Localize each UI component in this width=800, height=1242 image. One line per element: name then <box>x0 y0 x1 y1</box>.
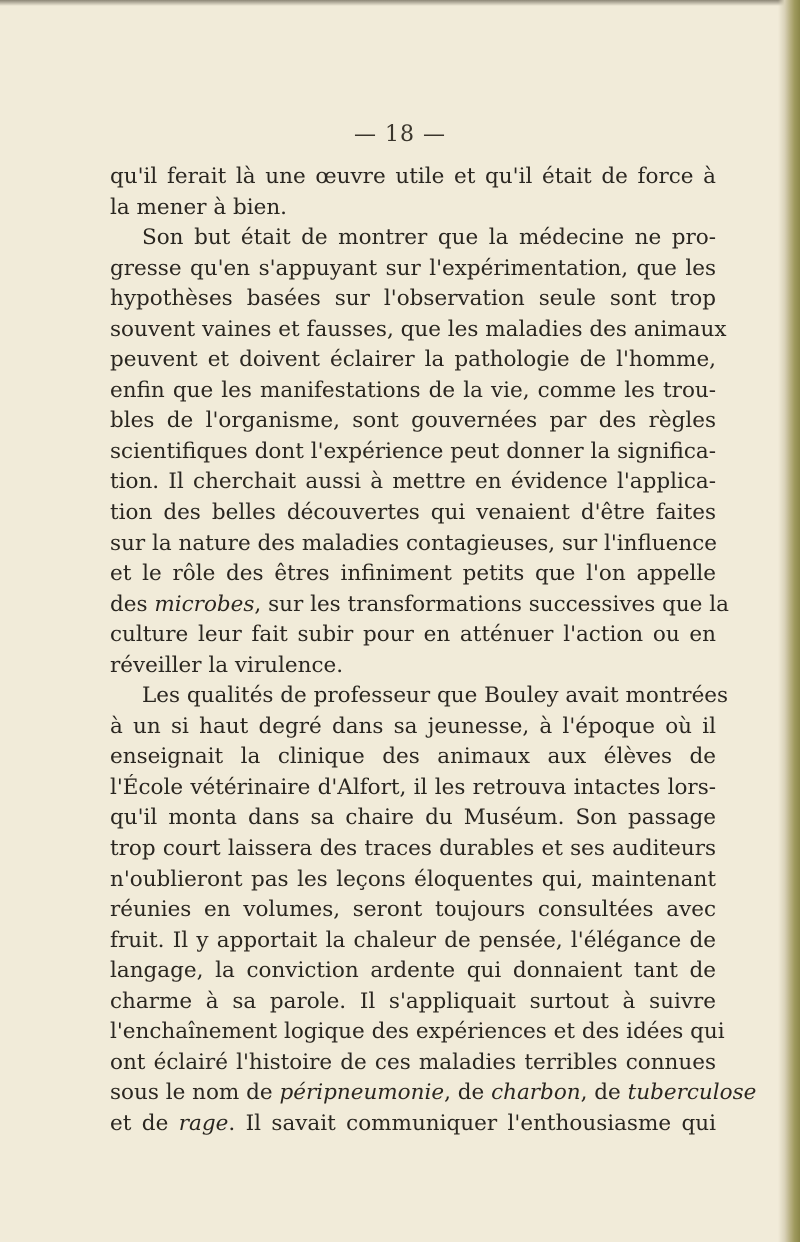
body-text <box>110 162 757 1140</box>
text-segment: à un si haut degré dans sa jeunesse, à l'époque où il <box>110 713 716 739</box>
text-segment: enfin que les manifestations de la vie, comme les trou- <box>110 377 716 403</box>
text-segment: des <box>110 591 155 617</box>
text-line <box>110 681 729 712</box>
text-segment: trop court laissera des traces durables et ses auditeurs <box>110 836 716 862</box>
text-line <box>110 803 716 834</box>
text-line <box>110 773 716 804</box>
text-line <box>110 651 716 682</box>
text-line <box>110 284 716 315</box>
text-segment: et le rôle des êtres infiniment petits que l'on appelle <box>110 561 716 587</box>
text-segment: tion des belles découvertes qui venaient d'être faites <box>110 500 716 526</box>
text-line <box>110 590 729 621</box>
page-right-edge <box>778 0 800 1242</box>
italic-term: tuberculose <box>627 1080 757 1106</box>
text-segment: sous le nom de <box>110 1080 280 1106</box>
text-line <box>110 529 716 560</box>
italic-term: charbon <box>491 1080 581 1106</box>
text-line <box>110 1017 725 1048</box>
text-segment: peuvent et doivent éclairer la pathologie de l'homme, <box>110 347 716 373</box>
text-segment: l'enchaînement logique des expériences et des idées qui <box>110 1019 725 1045</box>
text-segment: qu'il monta dans sa chaire du Muséum. Son passage <box>110 805 716 831</box>
text-line <box>110 895 716 926</box>
text-line <box>110 865 716 896</box>
text-segment: souvent vaines et fausses, que les maladies des animaux <box>110 316 727 342</box>
text-segment: bles de l'organisme, sont gouvernées par des règles <box>110 408 716 434</box>
italic-term: rage <box>178 1110 229 1136</box>
text-line <box>110 1048 716 1079</box>
italic-term: microbes <box>154 591 255 617</box>
text-line <box>110 437 716 468</box>
text-line <box>110 742 716 773</box>
text-segment: enseignait la clinique des animaux aux élèves de <box>110 744 716 770</box>
text-segment: , de <box>580 1080 628 1106</box>
page-top-edge <box>0 0 800 6</box>
text-segment: la mener à bien. <box>110 194 288 220</box>
text-segment: ont éclairé l'histoire de ces maladies terribles connues <box>110 1049 716 1075</box>
text-line <box>110 926 716 957</box>
text-line <box>110 956 716 987</box>
text-line <box>110 620 716 651</box>
text-segment: et de <box>110 1110 179 1136</box>
text-line <box>110 498 716 529</box>
text-segment: charme à sa parole. Il s'appliquait surtout à suivre <box>110 988 716 1014</box>
text-line <box>110 406 716 437</box>
text-line <box>110 467 716 498</box>
text-segment: scientifiques dont l'expérience peut donner la significa- <box>110 438 716 464</box>
text-segment: . Il savait communiquer l'enthousiasme qui <box>228 1110 716 1136</box>
text-line <box>110 345 716 376</box>
text-segment: , de <box>444 1080 492 1106</box>
text-segment: n'oublieront pas les leçons éloquentes qui, maintenant <box>110 866 716 892</box>
text-segment: , sur les transformations successives que la <box>254 591 729 617</box>
text-line <box>110 1109 716 1140</box>
text-segment: gresse qu'en s'appuyant sur l'expérimentation, que les <box>110 255 716 281</box>
italic-term: péripneumonie <box>279 1080 445 1106</box>
text-line <box>110 712 716 743</box>
text-segment: culture leur fait subir pour en atténuer l'action ou en <box>110 622 716 648</box>
text-line <box>110 193 716 224</box>
text-segment: hypothèses basées sur l'observation seule sont trop <box>110 286 716 312</box>
text-segment: qu'il ferait là une œuvre utile et qu'il était de force à <box>110 164 716 189</box>
text-line <box>110 162 716 193</box>
text-line <box>110 376 716 407</box>
text-line <box>110 315 727 346</box>
text-segment: réunies en volumes, seront toujours consultées avec <box>110 897 716 923</box>
text-segment: réveiller la virulence. <box>110 652 344 678</box>
text-line <box>110 223 716 254</box>
text-line <box>110 559 716 590</box>
text-line <box>110 834 716 865</box>
text-segment: sur la nature des maladies contagieuses, sur l'influence <box>110 530 717 556</box>
text-segment: tion. Il cherchait aussi à mettre en évidence l'applica- <box>110 469 716 495</box>
text-line <box>110 254 716 285</box>
text-line <box>110 987 716 1018</box>
text-segment: l'École vétérinaire d'Alfort, il les retrouva intactes lors- <box>110 774 716 800</box>
text-segment: Les qualités de professeur que Bouley avait montrées <box>142 683 729 709</box>
text-segment: fruit. Il y apportait la chaleur de pensée, l'élégance de <box>110 927 716 953</box>
text-segment: langage, la conviction ardente qui donnaient tant de <box>110 958 716 984</box>
page-number: — 18 — <box>354 122 446 147</box>
text-line <box>110 1078 757 1109</box>
text-segment: Son but était de montrer que la médecine ne pro- <box>142 225 716 251</box>
